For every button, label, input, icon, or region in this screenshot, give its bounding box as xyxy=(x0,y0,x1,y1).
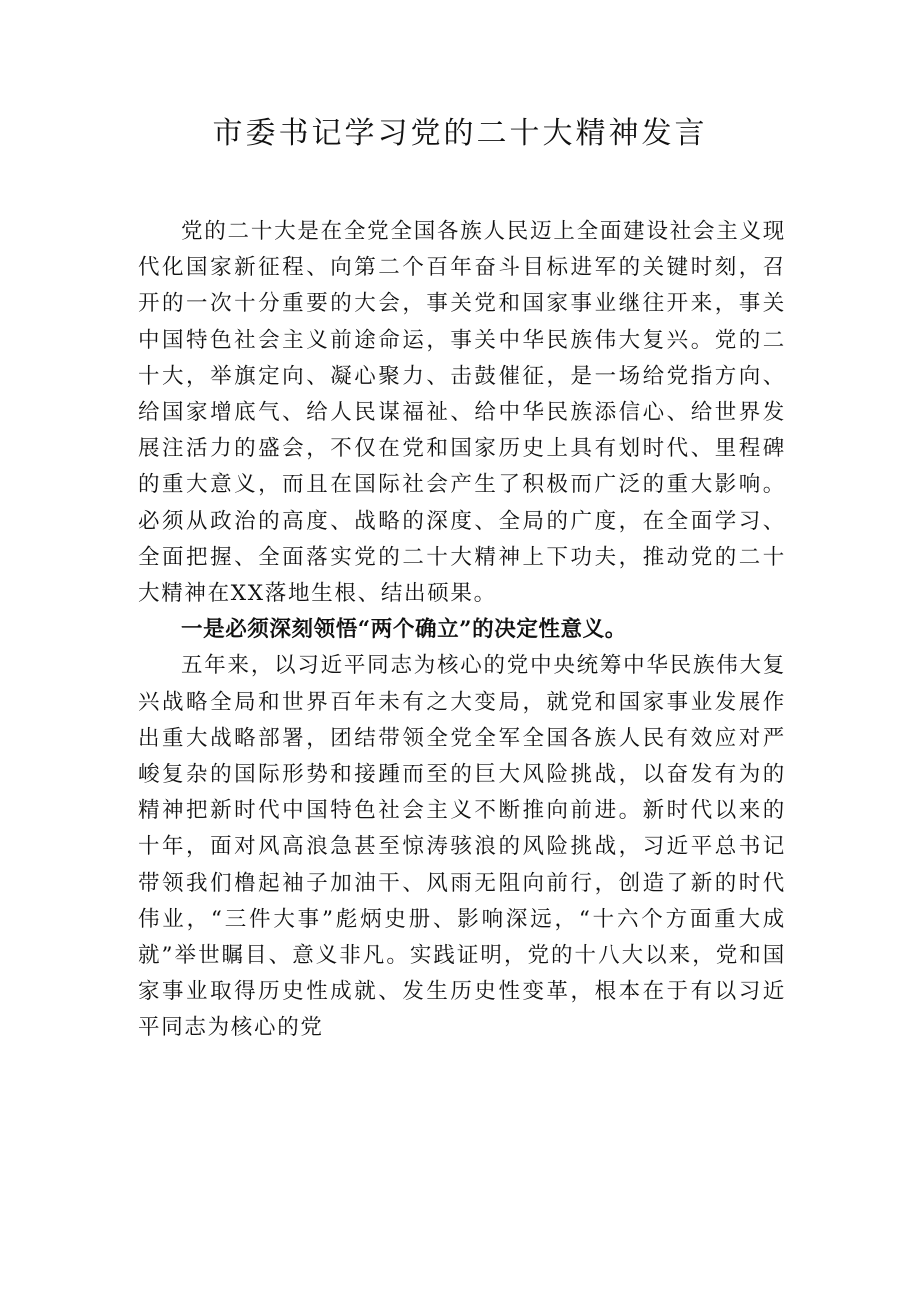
body-paragraph-intro: 党的二十大是在全党全国各族人民迈上全面建设社会主义现代化国家新征程、向第二个百年奋斗目标进军的关键时刻，召开的一次十分重要的大会，事关党和国家事业继往开来，事关中国特色社会主义前途命运，事关中华民族伟大复兴。党的二十大，举旗定向、凝心聚力、击鼓催征，是一场给党指方向、给国家增底气、给人民谋福祉、给中华民族添信心、给世界发展注活力的盛会，不仅在党和国家历史上具有划时代、里程碑的重大意义，而且在国际社会产生了积极而广泛的重大影响。必须从政治的高度、战略的深度、全局的广度，在全面学习、全面把握、全面落实党的二十大精神上下功夫，推动党的二十大精神在XX落地生根、结出硕果。 xyxy=(138,219,786,607)
section-heading-1: 一是必须深刻领悟“两个确立”的决定性意义。 xyxy=(181,617,627,643)
body-paragraph-1: 五年来，以习近平同志为核心的党中央统筹中华民族伟大复兴战略全局和世界百年未有之大变局，就党和国家事业发展作出重大战略部署，团结带领全党全军全国各族人民有效应对严峻复杂的国际形势和接踵而至的巨大风险挑战，以奋发有为的精神把新时代中国特色社会主义不断推向前进。新时代以来的十年，面对风高浪急甚至惊涛骇浪的风险挑战，习近平总书记带领我们橹起袖子加油干、风雨无阻向前行，创造了新的时代伟业，“三件大事”彪炳史册、影响深远，“十六个方面重大成就”举世瞩目、意义非凡。实践证明，党的十八大以来，党和国家事业取得历史性成就、发生历史性变革，根本在于有以习近平同志为核心的党 xyxy=(138,653,786,1041)
document-body xyxy=(138,214,786,1047)
document-title: 市委书记学习党的二十大精神发言 xyxy=(212,116,708,151)
